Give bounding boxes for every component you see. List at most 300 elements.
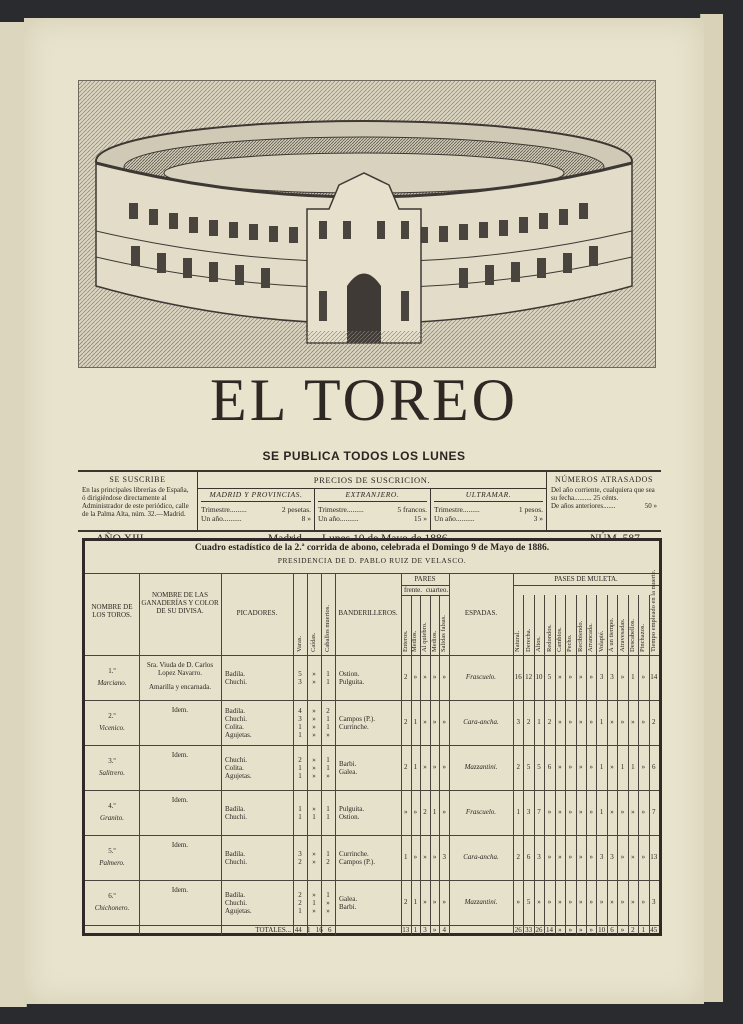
stat-value: » (589, 898, 593, 906)
precios-title: PRECIOS DE SUSCRICION. (198, 472, 546, 489)
stat-value: » (312, 714, 316, 723)
stat-value: 3 (298, 677, 302, 686)
stat-value: » (442, 898, 446, 906)
picador: Agujetas. (225, 906, 252, 915)
bull-name: Granito. (100, 814, 124, 822)
ganaderia: Idem. (171, 886, 189, 894)
stat-value: 1 (599, 718, 604, 726)
banderillero: Barbi. (339, 902, 357, 911)
precios-ultramar-title: ULTRAMAR. (434, 490, 543, 502)
vertical-header: Tiempo empleado en la muerte. (649, 569, 657, 652)
table-presidency: PRESIDENCIA DE D. PABLO RUIZ DE VELASCO. (277, 556, 467, 565)
stat-value: » (641, 808, 646, 816)
statistics-table (82, 538, 662, 936)
stat-value: 16 (514, 673, 522, 681)
table-rule (513, 573, 514, 935)
price-label: Trimestre......... (318, 505, 364, 514)
stat-value: 1 (298, 906, 302, 915)
price-value: 15 » (413, 514, 427, 523)
header-pares: PARES (414, 575, 436, 583)
stat-value: » (558, 673, 562, 681)
precios-madrid-title: MADRID Y PROVINCIAS. (201, 490, 311, 502)
vertical-header: Salidas falsas. (440, 615, 448, 652)
table-rule (449, 573, 450, 935)
stat-value: 1 (404, 853, 408, 861)
stat-value: 2 (404, 763, 408, 771)
stat-value: » (568, 898, 573, 906)
stat-value: 1 (516, 808, 520, 816)
stat-value: » (579, 898, 583, 906)
stat-value: » (631, 853, 635, 861)
stat-value: 1 (312, 898, 316, 907)
stat-value: 2 (298, 890, 302, 899)
stat-value: 1 (599, 808, 604, 816)
header-picadores: PICADORES. (236, 609, 278, 617)
stat-value: » (589, 673, 593, 681)
stat-value: 1 (326, 714, 330, 723)
header-toros: NOMBRE DE LOS TOROS. (91, 603, 133, 619)
total-value: 16 (315, 926, 323, 934)
stat-value: » (312, 706, 316, 715)
price-value: 8 » (301, 514, 311, 523)
picador: Chuchi. (225, 677, 247, 686)
vertical-header: Atravesadas. (618, 618, 626, 652)
stat-value: 1 (326, 722, 330, 731)
bull-number: 2.º (108, 712, 116, 720)
stat-value: 5 (526, 898, 531, 906)
stat-value: 3 (599, 853, 604, 861)
stat-value: » (631, 718, 635, 726)
total-value: 14 (545, 926, 553, 934)
banderillero: Campos (P.). (339, 714, 375, 723)
stat-value: » (547, 853, 552, 861)
price-label: Un año.......... (318, 514, 359, 523)
stat-value: 2 (298, 857, 302, 866)
total-value: 4 (442, 926, 446, 934)
stat-value: » (641, 898, 646, 906)
bull-name: Marciano. (97, 679, 127, 687)
stat-value: » (620, 808, 625, 816)
stat-value: » (641, 763, 646, 771)
stat-value: 1 (326, 812, 330, 821)
stat-value: 1 (298, 722, 302, 731)
stat-value: 6 (652, 763, 656, 771)
se-suscribe-text: En las principales librerías de España, ó dirigiéndose directamente al Administrador de este periódico, calle de la Palma Alta, núm. 32.—Madrid. (82, 486, 189, 518)
stat-value: » (558, 898, 562, 906)
stat-value: 1 (298, 812, 302, 821)
stat-value: » (326, 898, 330, 907)
stat-value: 2 (547, 718, 552, 726)
stat-value: » (432, 718, 437, 726)
stat-value: » (423, 898, 427, 906)
masthead-title: EL TOREO (210, 367, 518, 433)
stat-value: » (568, 718, 573, 726)
stat-value: 1 (326, 849, 330, 858)
bull-number: 6.º (108, 892, 116, 900)
picador: Chuchi. (225, 857, 247, 866)
stat-value: 2 (404, 718, 408, 726)
stat-value: 13 (650, 853, 658, 861)
total-value: 33 (525, 926, 533, 934)
header-pases: PASES DE MULETA. (554, 575, 618, 583)
stat-value: 1 (326, 763, 330, 772)
table-rule (321, 573, 322, 935)
stat-value: 5 (537, 763, 541, 771)
price-label: Trimestre......... (434, 505, 480, 514)
vertical-header: Al quiebro. (421, 622, 428, 652)
atrasados-value: 25 cénts. (593, 494, 619, 502)
atrasados-line-2 (551, 502, 657, 511)
bull-name: Vicenico. (99, 724, 125, 732)
total-value: » (579, 926, 583, 934)
vertical-header: Cambios. (555, 627, 563, 652)
stat-value: 3 (516, 718, 520, 726)
stat-value: » (423, 853, 427, 861)
vertical-header: Altos. (535, 636, 543, 652)
stat-value: 1 (599, 763, 604, 771)
stat-value: » (312, 677, 316, 686)
picador: Agujetas. (225, 771, 252, 780)
stat-value: » (589, 808, 593, 816)
stat-value: 1 (312, 812, 316, 821)
bull-name: Salitrero. (98, 769, 126, 777)
banderillero: Currinche. (339, 849, 369, 858)
stat-value: 1 (298, 730, 302, 739)
stat-value: 2 (423, 808, 427, 816)
vertical-header: Medios. (430, 630, 438, 652)
stat-value: 6 (547, 763, 552, 771)
stat-value: » (404, 808, 408, 816)
stat-value: 1 (631, 763, 635, 771)
stat-value: » (442, 718, 446, 726)
stat-value: 1 (326, 677, 330, 686)
total-value: » (620, 926, 625, 934)
total-value: » (568, 926, 573, 934)
stat-value: 3 (298, 714, 302, 723)
stat-value: 2 (326, 706, 330, 715)
table-rule (85, 835, 659, 836)
stat-value: 3 (442, 853, 446, 861)
bull-number: 4.º (108, 802, 116, 810)
banderillero: Pulguita. (339, 677, 365, 686)
stat-value: » (558, 808, 562, 816)
picador: Agujetas. (225, 730, 252, 739)
total-value: » (432, 926, 437, 934)
table-rule (293, 573, 294, 935)
ganaderia: Sra. Viuda de D. Carlos Lopez Navarro. (146, 661, 214, 677)
banderillero: Ostion. (339, 669, 360, 678)
vertical-header: Medios. (411, 630, 419, 652)
stat-value: 14 (650, 673, 658, 681)
header-espadas: ESPADAS. (464, 609, 498, 617)
banderillero: Barbi. (339, 759, 357, 768)
stat-value: » (537, 898, 541, 906)
picador: Badila. (225, 849, 246, 858)
vertical-header: Caballos muertos. (324, 605, 331, 652)
newspaper-page (24, 18, 704, 1004)
stat-value: » (589, 853, 593, 861)
stat-value: » (423, 718, 427, 726)
stat-value: 5 (298, 669, 302, 678)
precios-madrid (198, 488, 314, 530)
stat-value: » (599, 898, 604, 906)
stat-value: » (312, 763, 316, 772)
stat-value: » (312, 722, 316, 731)
se-suscribe-box (78, 472, 198, 530)
stat-value: 3 (652, 898, 656, 906)
ganaderia: Idem. (171, 841, 189, 849)
stat-value: » (413, 853, 418, 861)
stat-value: 5 (547, 673, 552, 681)
stat-value: 3 (298, 849, 302, 858)
espada: Mazzantini. (464, 763, 498, 771)
total-value: 1 (641, 926, 646, 934)
total-value: 6 (610, 926, 614, 934)
stat-value: » (558, 853, 562, 861)
stat-value: 5 (526, 763, 531, 771)
vertical-header: Volapié. (597, 630, 605, 652)
stat-value: 6 (526, 853, 531, 861)
left-page-edge (0, 22, 27, 1007)
stat-value: » (579, 718, 583, 726)
stat-value: 2 (516, 853, 520, 861)
atrasados-label: Del año corriente, cualquiera que sea su fecha.......... (551, 486, 655, 502)
stat-value: 1 (326, 755, 330, 764)
stat-value: » (620, 673, 625, 681)
stat-value: 1 (413, 763, 418, 771)
total-value: 13 (402, 926, 410, 934)
stat-value: 4 (298, 706, 302, 715)
vertical-header: Redondos. (545, 624, 553, 652)
table-rule (335, 573, 336, 935)
price-label: Trimestre......... (201, 505, 247, 514)
header-frente: frente. (403, 586, 423, 594)
stat-value: » (312, 755, 316, 764)
espada: Mazzantini. (464, 898, 498, 906)
stat-value: » (432, 853, 437, 861)
table-rule (85, 700, 659, 701)
price-label: Un año.......... (201, 514, 242, 523)
total-value: 26 (514, 926, 522, 934)
stat-value: » (432, 898, 437, 906)
table-rule (139, 573, 140, 935)
price-value: 5 francos. (397, 505, 427, 514)
price-value: 1 pesos. (518, 505, 543, 514)
price-value: 3 » (533, 514, 543, 523)
stat-value: » (641, 673, 646, 681)
vertical-header: Natural. (514, 630, 522, 652)
stat-value: 12 (525, 673, 533, 681)
stat-value: » (579, 853, 583, 861)
price-label: Un año.......... (434, 514, 475, 523)
stat-value: 2 (298, 898, 302, 907)
vertical-header: Descabellos. (628, 618, 636, 652)
stat-value: 7 (652, 808, 656, 816)
stat-value: » (610, 718, 614, 726)
stat-value: » (442, 673, 446, 681)
vertical-header: Á un tiempo. (608, 617, 616, 652)
total-value: 1 (413, 926, 418, 934)
stat-value: 3 (610, 673, 614, 681)
stat-value: » (568, 673, 573, 681)
total-value: 6 (328, 926, 332, 934)
table-rule (307, 573, 308, 935)
table-rule (401, 595, 449, 596)
stat-value: » (423, 763, 427, 771)
stat-value: » (312, 730, 316, 739)
total-value: 45 (650, 926, 658, 934)
stat-value: 2 (404, 898, 408, 906)
stat-value: » (631, 808, 635, 816)
stat-value: » (589, 718, 593, 726)
stat-value: » (610, 763, 614, 771)
stat-value: » (326, 906, 330, 915)
stat-value: » (547, 808, 552, 816)
stat-value: » (589, 763, 593, 771)
picador: Chuchi. (225, 755, 247, 764)
total-value: 10 (598, 926, 606, 934)
stat-value: 3 (537, 853, 541, 861)
table-title: Cuadro estadístico de la 2.ª corrida de abono, celebrada el Domingo 9 de Mayo de 1886. (194, 543, 550, 553)
picador: Chuchi. (225, 898, 247, 907)
table-rule (401, 573, 402, 935)
stat-value: 1 (326, 669, 330, 678)
stat-value: 1 (620, 763, 625, 771)
stat-value: 2 (516, 763, 520, 771)
table-rule (85, 655, 659, 656)
stat-value: » (579, 808, 583, 816)
table-rule (85, 573, 659, 574)
stat-value: 2 (526, 718, 531, 726)
table-rule (85, 880, 659, 881)
precios-extranjero-title: EXTRANJERO. (318, 490, 427, 502)
banderillero: Galea. (339, 894, 358, 903)
total-value: 1 (307, 926, 311, 934)
stat-value: » (610, 898, 614, 906)
vertical-header: Recibiendo. (576, 620, 584, 652)
stat-value: » (423, 673, 427, 681)
stat-value: » (620, 718, 625, 726)
bull-name: Chichonero. (94, 904, 130, 912)
stat-value: » (558, 718, 562, 726)
stat-value: 1 (537, 718, 541, 726)
stat-value: 1 (631, 673, 635, 681)
se-suscribe-title: SE SUSCRIBE (109, 475, 166, 484)
stat-value: 1 (413, 898, 418, 906)
stat-value: 1 (432, 808, 437, 816)
vertical-header: Varas. (296, 635, 303, 652)
stat-value: » (579, 763, 583, 771)
banderillero: Currinche. (339, 722, 369, 731)
stat-value: 2 (298, 755, 302, 764)
bull-number: 3.º (108, 757, 116, 765)
stat-value: 1 (298, 804, 302, 813)
vertical-header: Pecho. (566, 634, 574, 652)
stat-value: » (620, 898, 625, 906)
stat-value: 3 (610, 853, 614, 861)
stat-value: » (558, 763, 562, 771)
subscription-band (78, 470, 661, 532)
ganaderia: Idem. (171, 706, 189, 714)
price-value: 2 pesetas. (281, 505, 311, 514)
espada: Cara-ancha. (463, 853, 499, 861)
banderillero: Ostion. (339, 812, 360, 821)
stat-value: » (312, 771, 316, 780)
masthead-subtitle: SE PUBLICA TODOS LOS LUNES (262, 449, 466, 463)
vertical-header: Caídas. (310, 632, 317, 652)
picador: Chuchi. (225, 714, 247, 723)
ganaderia: Idem. (171, 796, 189, 804)
stat-value: » (432, 763, 437, 771)
stat-value: » (442, 763, 446, 771)
banderillero: Campos (P.). (339, 857, 375, 866)
stat-value: 2 (404, 673, 408, 681)
picador: Badila. (225, 706, 246, 715)
table-rule (85, 745, 659, 746)
table-rule (85, 790, 659, 791)
vertical-header: Derecha. (524, 628, 532, 652)
stat-value: » (568, 853, 573, 861)
stat-value: » (312, 804, 316, 813)
picador: Badila. (225, 804, 246, 813)
table-rule (221, 573, 222, 935)
vertical-header: Enteros. (401, 630, 409, 652)
stat-value: » (631, 898, 635, 906)
stat-value: » (641, 853, 646, 861)
bull-number: 1.º (108, 667, 116, 675)
precios-box (198, 472, 546, 530)
precios-extranjero (314, 488, 430, 530)
total-value: » (558, 926, 562, 934)
total-value: 44 (294, 926, 302, 934)
stat-value: » (312, 857, 316, 866)
stat-value: 1 (326, 890, 330, 899)
stat-value: » (326, 730, 330, 739)
stat-value: » (413, 673, 418, 681)
total-value: 3 (423, 926, 427, 934)
picador: Chuchi. (225, 812, 247, 821)
picador: Colita. (225, 763, 244, 772)
stat-value: 10 (535, 673, 543, 681)
ganaderia: Idem. (171, 751, 189, 759)
stat-value: » (312, 906, 316, 915)
precios-ultramar (430, 488, 546, 530)
picador: Colita. (225, 722, 244, 731)
atrasados-label: De años anteriores....... (551, 502, 616, 510)
total-value: » (589, 926, 593, 934)
stat-value: 1 (326, 804, 330, 813)
espada: Frascuelo. (465, 808, 497, 816)
stat-value: » (610, 808, 614, 816)
bull-name: Palmero. (99, 859, 125, 867)
stat-value: » (442, 808, 446, 816)
stat-value: » (326, 771, 330, 780)
bullring-engraving (78, 80, 656, 368)
stat-value: 7 (537, 808, 541, 816)
total-value: 26 (535, 926, 543, 934)
picador: Badila. (225, 890, 246, 899)
header-cuarteo: cuarteo. (425, 586, 449, 594)
stat-value: » (432, 673, 437, 681)
stat-value: 1 (413, 718, 418, 726)
stat-value: » (312, 669, 316, 678)
stat-value: 2 (652, 718, 656, 726)
stat-value: 2 (326, 857, 330, 866)
stat-value: 3 (526, 808, 531, 816)
stat-value: » (516, 898, 520, 906)
stat-value: » (568, 763, 573, 771)
header-banderilleros: BANDERILLEROS. (338, 609, 398, 617)
